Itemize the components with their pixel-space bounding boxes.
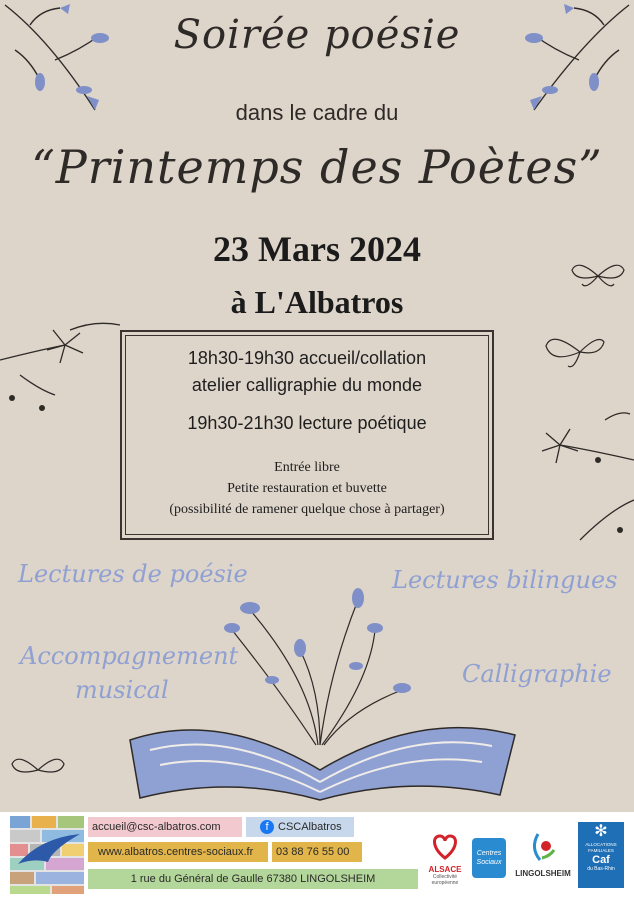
lingolsheim-emblem-icon (528, 830, 558, 864)
footer (0, 812, 634, 898)
schedule-note: Entrée libre (274, 460, 340, 475)
butterfly-icon (8, 748, 68, 792)
poster-subtitle: dans le cadre du (235, 100, 399, 125)
flower-sketch-right (510, 400, 634, 550)
facebook-icon: f (260, 820, 274, 834)
schedule-line: 19h30-21h30 lecture poétique (187, 413, 427, 433)
phone-number: 03 88 76 55 00 (272, 842, 362, 862)
contact-email[interactable]: accueil@csc-albatros.com (88, 817, 242, 837)
activity-label: Accompagnement (20, 642, 239, 670)
alsace-logo: ALSACE Collectivité européenne (424, 832, 466, 888)
poster-title: Soirée poésie (173, 12, 461, 58)
event-date: 23 Mars 2024 (213, 229, 421, 269)
schedule-note: (possibilité de ramener quelque chose à partager) (169, 502, 445, 517)
festival-name: “Printemps des Poètes” (31, 140, 603, 194)
activity-label: musical (75, 676, 169, 704)
butterfly-icon (540, 326, 610, 378)
lingolsheim-logo: LINGOLSHEIM (512, 830, 574, 890)
schedule-line: 18h30-19h30 accueil/collation (187, 348, 427, 368)
centres-sociaux-logo: Centres Sociaux (472, 838, 506, 878)
snowflake-icon: ✻ (594, 823, 608, 840)
albatros-logo (10, 816, 84, 894)
event-venue: à L'Albatros (230, 284, 404, 320)
activity-label: Calligraphie (462, 660, 612, 688)
schedule-note: Petite restauration et buvette (227, 481, 387, 496)
website-link[interactable]: www.albatros.centres-sociaux.fr (88, 842, 268, 862)
open-book-illustration (120, 570, 520, 810)
schedule-line: atelier calligraphie du monde (191, 375, 423, 395)
caf-logo: ✻ ALLOCATIONS FAMILIALES Caf du Bas-Rhin (578, 822, 624, 888)
schedule-box (120, 330, 494, 540)
activity-label: Lectures de poésie (18, 560, 248, 588)
facebook-link[interactable]: f CSCAlbatros (246, 817, 354, 837)
heart-icon (430, 832, 460, 860)
activity-label: Lectures bilingues (392, 566, 618, 594)
address: 1 rue du Général de Gaulle 67380 LINGOLSHEIM (88, 869, 418, 889)
